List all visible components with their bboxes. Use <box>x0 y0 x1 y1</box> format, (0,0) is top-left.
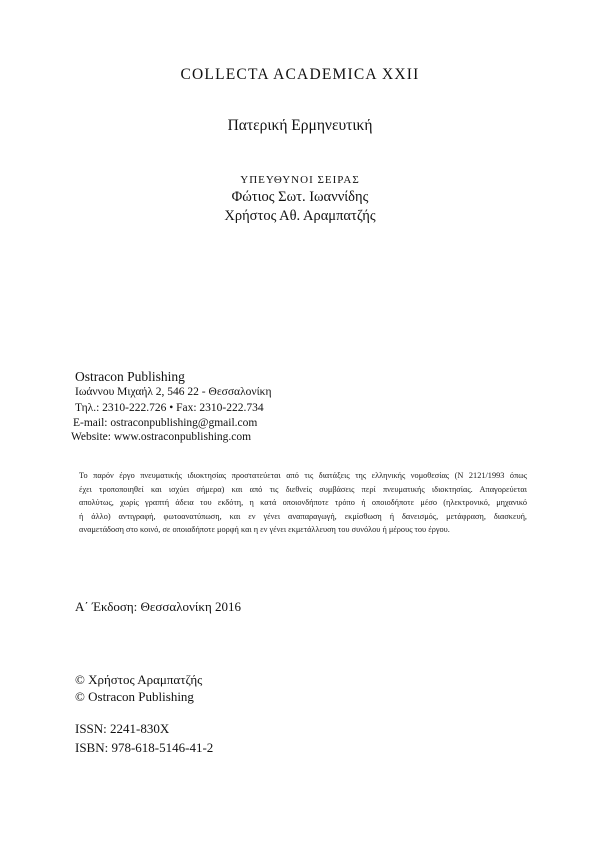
publisher-phone: Τηλ.: 2310-222.726 • Fax: 2310-222.734 <box>75 402 264 414</box>
copyright-notice-line: αναμετάδοση στο κοινό, σε οποιαδήποτε μορφή και η εν γένει εκμετάλλευση του συνόλου ή μέρους του έργου. <box>79 525 450 535</box>
edition-info: Α΄ Έκδοση: Θεσσαλονίκη 2016 <box>75 599 241 614</box>
copyright-notice-line: απολύτως, χωρίς γραπτή άδεια του εκδότη, η κατά οποιονδήποτε τρόπο ή οποιοδήποτε μέσο (ηλεκτρονικό, μηχανικό <box>79 498 527 508</box>
book-title: Πατερική Ερμηνευτική <box>227 117 373 134</box>
publisher-website: Website: www.ostraconpublishing.com <box>71 431 252 443</box>
isbn: ISBN: 978-618-5146-41-2 <box>75 740 214 755</box>
copyright-notice-line: ή άλλο) αντιγραφή, φωτοανατύπωση, και εν γένει αναπαραγωγή, εκμίσθωση ή δανεισμός, μετάφραση, διασκευή, <box>79 511 527 521</box>
copyright-notice-line: Το παρόν έργο πνευματικής ιδιοκτησίας προστατεύεται από τις διατάξεις της ελληνικής νομοθεσίας (Ν 2121/1993 όπως <box>79 471 527 480</box>
publisher-email: E-mail: ostraconpublishing@gmail.com <box>73 417 258 429</box>
copyright-holder: © Ostracon Publishing <box>75 689 194 704</box>
series-editor-name: Φώτιος Σωτ. Ιωαννίδης <box>231 189 369 205</box>
issn: ISSN: 2241-830X <box>75 721 170 736</box>
publisher-name: Ostracon Publishing <box>75 369 185 384</box>
series-title: COLLECTA ACADEMICA XXII <box>180 66 420 83</box>
publisher-address: Ιωάννου Μιχαήλ 2, 546 22 - Θεσσαλονίκη <box>75 386 272 398</box>
series-editors-label: ΥΠΕΥΘΥΝΟΙ ΣΕΙΡΑΣ <box>240 174 360 186</box>
copyright-notice-line: έχει τροποποιηθεί και ισχύει σήμερα) και από τις διεθνείς συμβάσεις περί πνευματικής ιδιοκτησίας. Απαγορεύεται <box>79 484 527 494</box>
copyright-notice <box>79 469 527 537</box>
series-editor-name: Χρήστος Αθ. Αραμπατζής <box>224 208 376 224</box>
copyright-holder: © Χρήστος Αραμπατζής <box>75 672 203 687</box>
